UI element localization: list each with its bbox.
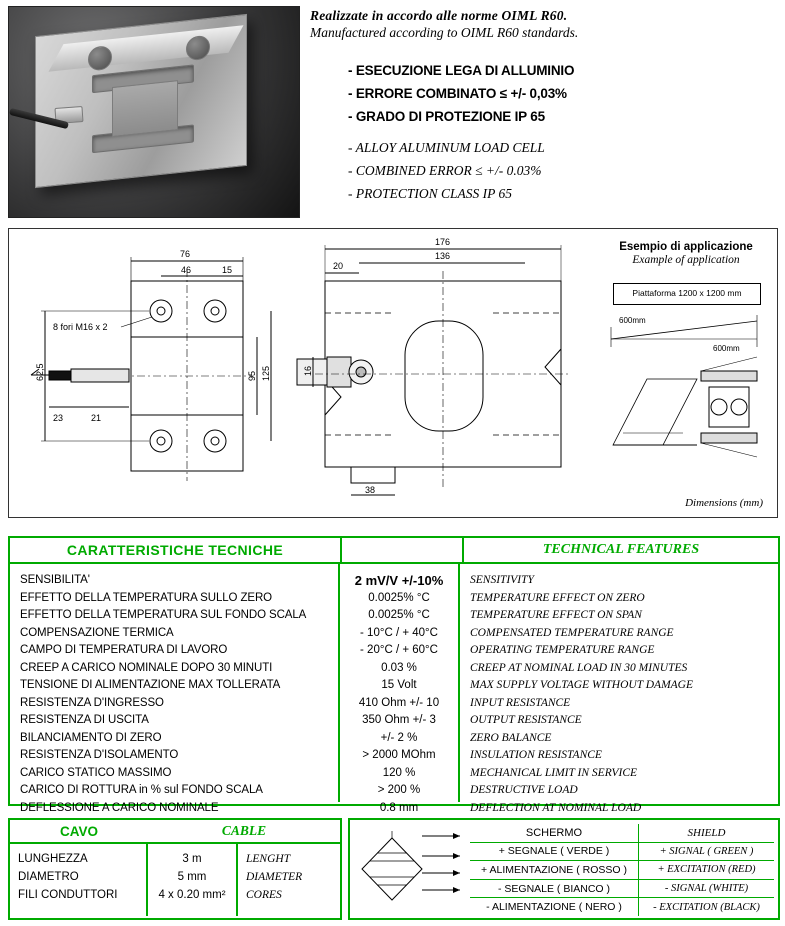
svg-text:176: 176 bbox=[435, 237, 451, 247]
wiring-cell-it: + SEGNALE ( VERDE ) bbox=[470, 843, 639, 861]
wiring-cell-en: + SIGNAL ( GREEN ) bbox=[659, 845, 754, 857]
feature-en-1: - COMBINED ERROR ≤ +/- 0.03% bbox=[348, 163, 542, 178]
cable-column-en bbox=[238, 844, 340, 916]
table-row: OPERATING TEMPERATURE RANGE bbox=[470, 644, 655, 656]
table-row: RESISTENZA D'INGRESSO bbox=[20, 696, 164, 709]
svg-text:16: 16 bbox=[303, 365, 313, 376]
table-cell-value: 120 % bbox=[382, 766, 416, 779]
header-text-block bbox=[310, 8, 776, 209]
svg-text:20: 20 bbox=[333, 261, 344, 271]
cable-table bbox=[8, 818, 342, 920]
load-cell-illustration bbox=[35, 14, 247, 188]
technical-table-body bbox=[10, 564, 778, 814]
table-row: CREEP AT NOMINAL LOAD IN 30 MINUTES bbox=[470, 661, 688, 674]
svg-text:21: 21 bbox=[91, 413, 102, 423]
table-cell-value: 15 Volt bbox=[381, 679, 417, 691]
svg-text:15: 15 bbox=[222, 265, 233, 275]
norm-line-en: Manufactured according to OIML R60 standards. bbox=[310, 25, 579, 40]
table-row: MECHANICAL LIMIT IN SERVICE bbox=[470, 766, 638, 779]
table-row: CORES bbox=[246, 889, 282, 901]
table-row: DEFLESSIONE A CARICO NOMINALE bbox=[20, 801, 219, 814]
table-cell-value: 350 Ohm +/- 3 bbox=[362, 714, 436, 726]
table-row: DIAMETRO bbox=[18, 871, 79, 883]
svg-text:46: 46 bbox=[181, 265, 192, 275]
table-row: BILANCIAMENTO DI ZERO bbox=[20, 731, 162, 744]
svg-text:600mm: 600mm bbox=[619, 316, 646, 325]
tech-title-it: CARATTERISTICHE TECNICHE bbox=[10, 538, 342, 562]
table-row: DEFLECTION AT NOMINAL LOAD bbox=[470, 801, 642, 814]
application-title-it: Esempio di applicazione bbox=[619, 241, 753, 253]
table-cell-value: 3 m bbox=[182, 853, 202, 865]
table-row: CAMPO DI TEMPERATURA DI LAVORO bbox=[20, 644, 228, 656]
wiring-cell-en: + EXCITATION (RED) bbox=[657, 864, 756, 876]
table-row: COMPENSATED TEMPERATURE RANGE bbox=[470, 626, 674, 639]
svg-text:136: 136 bbox=[435, 251, 451, 261]
svg-text:23: 23 bbox=[53, 413, 64, 423]
table-row: EFFETTO DELLA TEMPERATURA SULLO ZERO bbox=[20, 591, 273, 604]
feature-it-0: - ESECUZIONE LEGA DI ALLUMINIO bbox=[348, 63, 575, 78]
cable-table-body bbox=[10, 844, 340, 916]
table-row: MAX SUPPLY VOLTAGE WITHOUT DAMAGE bbox=[470, 679, 694, 691]
table-row bbox=[470, 824, 774, 843]
wiring-cell-en: - EXCITATION (BLACK) bbox=[653, 901, 760, 913]
table-row: FILI CONDUTTORI bbox=[18, 889, 118, 901]
dimensions-units-note: Dimensions (mm) bbox=[685, 497, 763, 509]
table-cell-value: - 20°C / + 60°C bbox=[360, 644, 438, 656]
application-diagram bbox=[605, 313, 767, 473]
table-row: TEMPERATURE EFFECT ON SPAN bbox=[470, 609, 642, 621]
svg-text:8 fori M16 x 2: 8 fori M16 x 2 bbox=[53, 322, 108, 332]
table-row bbox=[470, 861, 774, 880]
wiring-cell-en: - SIGNAL (WHITE) bbox=[664, 883, 749, 895]
features-list-it bbox=[310, 63, 776, 124]
svg-text:62,5: 62,5 bbox=[35, 363, 45, 381]
table-cell-value: 5 mm bbox=[177, 871, 207, 883]
application-example bbox=[605, 241, 767, 503]
table-row: COMPENSAZIONE TERMICA bbox=[20, 626, 174, 639]
wiring-cell-it: + ALIMENTAZIONE ( ROSSO ) bbox=[470, 861, 639, 879]
table-row: SENSIBILITA' bbox=[20, 574, 90, 586]
table-cell-value: 0.03 % bbox=[381, 661, 417, 674]
table-row bbox=[470, 898, 774, 916]
feature-it-2: - GRADO DI PROTEZIONE IP 65 bbox=[348, 109, 545, 124]
application-title-en: Example of application bbox=[632, 254, 740, 266]
table-row: CREEP A CARICO NOMINALE DOPO 30 MINUTI bbox=[20, 661, 273, 674]
wheatstone-bridge-diagram bbox=[356, 828, 466, 910]
table-row: CARICO DI ROTTURA in % sul FONDO SCALA bbox=[20, 784, 263, 796]
table-cell-value: +/- 2 % bbox=[380, 731, 418, 744]
table-row: CARICO STATICO MASSIMO bbox=[20, 766, 172, 779]
svg-text:38: 38 bbox=[365, 485, 376, 495]
load-cell-cutout bbox=[112, 80, 178, 137]
table-cell-value: 4 x 0.20 mm² bbox=[158, 889, 226, 901]
svg-text:600mm: 600mm bbox=[713, 344, 740, 353]
table-row: SENSITIVITY bbox=[470, 574, 534, 586]
feature-en-2: - PROTECTION CLASS IP 65 bbox=[348, 186, 513, 201]
table-row: OUTPUT RESISTANCE bbox=[470, 714, 582, 726]
platform-label: Piattaforma 1200 x 1200 mm bbox=[632, 288, 742, 298]
tech-title-en: TECHNICAL FEATURES bbox=[542, 542, 700, 557]
svg-text:125: 125 bbox=[261, 365, 271, 381]
table-row: RESISTENZA D'ISOLAMENTO bbox=[20, 749, 179, 761]
table-row: LENGHT bbox=[246, 853, 291, 865]
side-view-drawing bbox=[295, 229, 595, 515]
wiring-cell-it: - SEGNALE ( BIANCO ) bbox=[470, 880, 639, 898]
table-row: LUNGHEZZA bbox=[18, 853, 88, 865]
mounting-hole-icon bbox=[88, 45, 112, 72]
cable-title-en: CABLE bbox=[221, 823, 267, 838]
load-cell-top-face bbox=[48, 25, 243, 71]
feature-it-1: - ERRORE COMBINATO ≤ +/- 0,03% bbox=[348, 86, 567, 101]
norm-line-it: Realizzate in accordo alle norme OIML R60. bbox=[310, 8, 568, 23]
cable-column-values bbox=[148, 844, 238, 916]
table-cell-value: - 10°C / + 40°C bbox=[360, 626, 438, 639]
svg-text:76: 76 bbox=[180, 249, 191, 259]
table-cell-value: > 200 % bbox=[377, 784, 421, 796]
wiring-cell-en: SHIELD bbox=[687, 826, 726, 839]
tech-column-values bbox=[340, 564, 460, 814]
features-list-en bbox=[310, 140, 776, 202]
tech-header-values bbox=[342, 538, 464, 562]
wiring-legend bbox=[470, 824, 774, 914]
technical-features-table bbox=[8, 536, 780, 814]
product-photo bbox=[8, 6, 300, 218]
tech-column-it bbox=[10, 564, 340, 814]
table-row: RESISTENZA DI USCITA bbox=[20, 714, 149, 726]
table-row bbox=[470, 880, 774, 899]
table-row: TENSIONE DI ALIMENTAZIONE MAX TOLLERATA bbox=[20, 679, 281, 691]
cable-title-it: CAVO bbox=[59, 823, 98, 839]
table-cell-value: 410 Ohm +/- 10 bbox=[358, 696, 440, 709]
table-row: DIAMETER bbox=[246, 871, 303, 883]
table-cell-value: 0.8 mm bbox=[379, 801, 419, 814]
wiring-cell-it: - ALIMENTAZIONE ( NERO ) bbox=[470, 898, 639, 916]
mounting-hole-icon bbox=[186, 35, 210, 62]
table-cell-value: 0.0025% °C bbox=[368, 591, 430, 604]
table-row: EFFETTO DELLA TEMPERATURA SUL FONDO SCALA bbox=[20, 609, 307, 621]
table-cell-value: 0.0025% °C bbox=[368, 609, 430, 621]
table-row: INSULATION RESISTANCE bbox=[470, 749, 602, 761]
feature-en-0: - ALLOY ALUMINUM LOAD CELL bbox=[348, 140, 545, 155]
front-view-drawing bbox=[9, 229, 299, 515]
cable-table-header bbox=[10, 820, 340, 844]
wiring-cell-it: SCHERMO bbox=[470, 824, 639, 842]
wiring-table bbox=[348, 818, 780, 920]
table-row: INPUT RESISTANCE bbox=[470, 696, 571, 709]
table-row: TEMPERATURE EFFECT ON ZERO bbox=[470, 591, 645, 604]
table-cell-value: 2 mV/V +/-10% bbox=[354, 573, 444, 588]
technical-drawing-panel bbox=[8, 228, 778, 518]
table-row: DESTRUCTIVE LOAD bbox=[470, 784, 578, 796]
table-row: ZERO BALANCE bbox=[470, 731, 552, 744]
platform-label-box bbox=[613, 283, 761, 305]
svg-text:95: 95 bbox=[247, 370, 257, 381]
cable-column-it bbox=[10, 844, 148, 916]
tech-column-en bbox=[460, 564, 778, 814]
table-cell-value: > 2000 MOhm bbox=[362, 749, 436, 761]
technical-table-header bbox=[10, 538, 778, 564]
table-row bbox=[470, 843, 774, 862]
